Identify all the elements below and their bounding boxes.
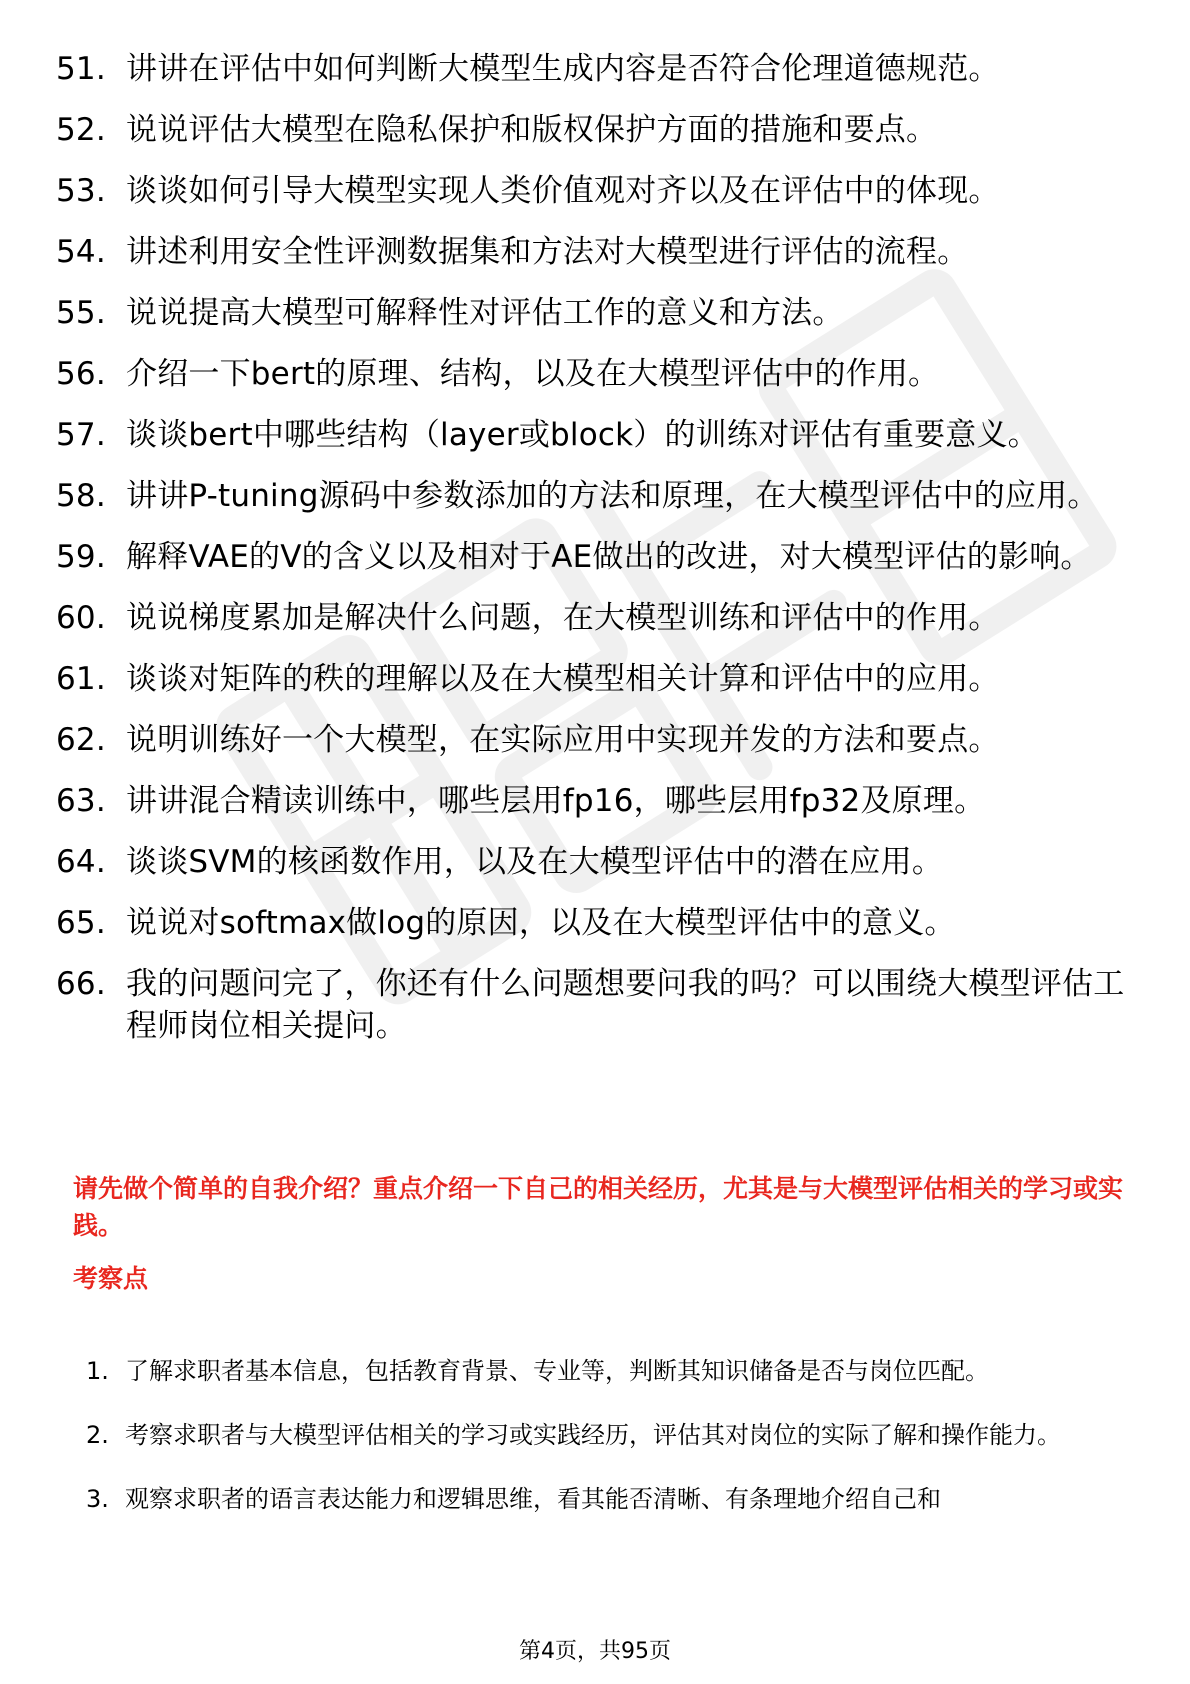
question-number: 60. [56, 600, 106, 636]
question-number: 53. [56, 173, 106, 209]
question-number: 52. [56, 112, 106, 148]
list-item [56, 475, 1136, 517]
question-text: 讲讲在评估中如何判断大模型生成内容是否符合伦理道德规范。 [126, 51, 1000, 87]
question-text: 说说对softmax做log的原因，以及在大模型评估中的意义。 [126, 905, 956, 941]
question-number: 61. [56, 661, 106, 697]
question-number: 56. [56, 356, 106, 392]
question-number: 58. [56, 478, 106, 514]
question-text: 讲讲混合精读训练中，哪些层用fp16，哪些层用fp32及原理。 [126, 783, 986, 819]
list-item [56, 170, 1136, 212]
question-number: 63. [56, 783, 106, 819]
list-item [56, 353, 1136, 395]
question-text: 说明训练好一个大模型，在实际应用中实现并发的方法和要点。 [126, 722, 1000, 758]
list-item [56, 658, 1136, 700]
question-text: 说说梯度累加是解决什么问题，在大模型训练和评估中的作用。 [126, 600, 1000, 636]
list-item [86, 1409, 1121, 1461]
question-text: 谈谈如何引导大模型实现人类价值观对齐以及在评估中的体现。 [126, 173, 1000, 209]
question-number: 59. [56, 539, 106, 575]
question-number: 51. [56, 51, 106, 87]
question-number: 66. [56, 966, 106, 1002]
list-item [56, 902, 1136, 944]
question-number: 57. [56, 417, 106, 453]
question-text: 介绍一下bert的原理、结构，以及在大模型评估中的作用。 [126, 356, 940, 392]
question-list [56, 48, 1136, 1066]
question-text: 讲述利用安全性评测数据集和方法对大模型进行评估的流程。 [126, 234, 969, 270]
list-item [56, 963, 1136, 1047]
point-number: 2. [86, 1421, 109, 1449]
list-item [56, 109, 1136, 151]
list-item [56, 292, 1136, 334]
question-number: 62. [56, 722, 106, 758]
question-text: 谈谈bert中哪些结构（layer或block）的训练对评估有重要意义。 [126, 417, 1039, 453]
point-text: 了解求职者基本信息，包括教育背景、专业等，判断其知识储备是否与岗位匹配。 [125, 1357, 989, 1385]
point-text: 观察求职者的语言表达能力和逻辑思维，看其能否清晰、有条理地介绍自己和 [125, 1485, 941, 1513]
list-item [56, 780, 1136, 822]
question-text: 说说提高大模型可解释性对评估工作的意义和方法。 [126, 295, 844, 331]
question-text: 说说评估大模型在隐私保护和版权保护方面的措施和要点。 [126, 112, 938, 148]
point-text: 考察求职者与大模型评估相关的学习或实践经历，评估其对岗位的实际了解和操作能力。 [125, 1421, 1061, 1449]
list-item [56, 414, 1136, 456]
list-item [56, 231, 1136, 273]
kaochadian-list [86, 1345, 1121, 1537]
page-footer: 第4页，共95页 [519, 1639, 671, 1664]
intro-question-heading: 请先做个简单的自我介绍？重点介绍一下自己的相关经历，尤其是与大模型评估相关的学习或实践。 [73, 1174, 1124, 1240]
list-item [56, 597, 1136, 639]
question-text: 谈谈SVM的核函数作用，以及在大模型评估中的潜在应用。 [126, 844, 944, 880]
question-text: 讲讲P-tuning源码中参数添加的方法和原理，在大模型评估中的应用。 [126, 478, 1099, 514]
question-text: 谈谈对矩阵的秩的理解以及在大模型相关计算和评估中的应用。 [126, 661, 1000, 697]
question-number: 64. [56, 844, 106, 880]
list-item [56, 719, 1136, 761]
question-number: 55. [56, 295, 106, 331]
question-text: 解释VAE的V的含义以及相对于AE做出的改进，对大模型评估的影响。 [126, 539, 1092, 575]
list-item [56, 48, 1136, 90]
question-number: 65. [56, 905, 106, 941]
point-number: 3. [86, 1485, 109, 1513]
list-item [86, 1345, 1121, 1397]
question-number: 54. [56, 234, 106, 270]
list-item [56, 536, 1136, 578]
question-text: 我的问题问完了，你还有什么问题想要问我的吗？可以围绕大模型评估工程师岗位相关提问。 [126, 966, 1125, 1044]
kaochadian-heading: 考察点 [73, 1264, 149, 1293]
list-item [56, 841, 1136, 883]
list-item [86, 1473, 1121, 1525]
point-number: 1. [86, 1357, 109, 1385]
